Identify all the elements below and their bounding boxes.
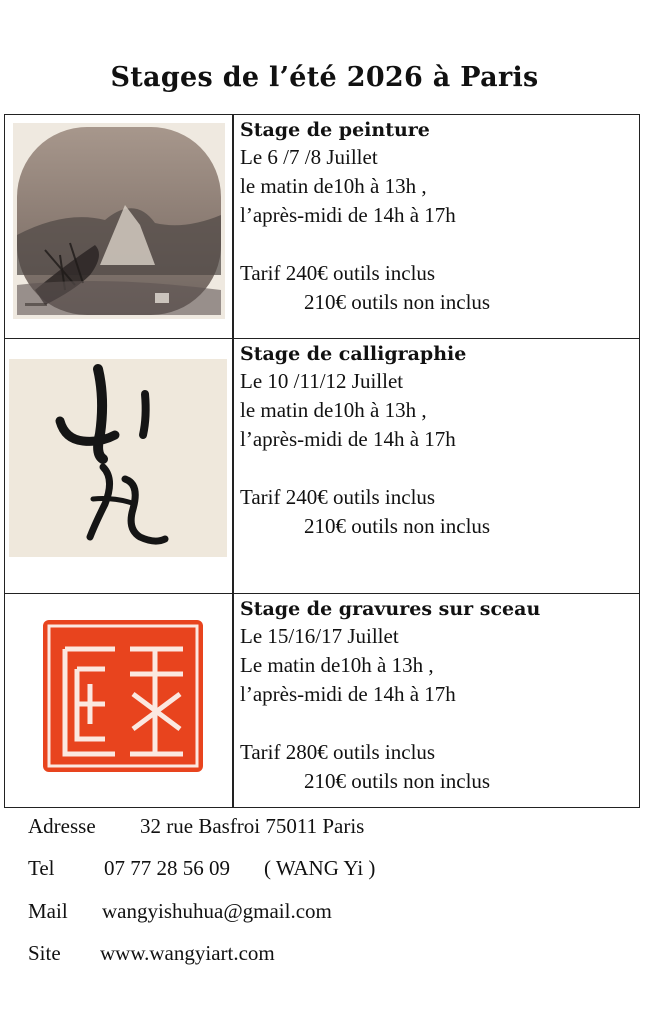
site-value[interactable]: www.wangyiart.com: [100, 941, 275, 965]
mail-label: Mail: [28, 899, 68, 923]
contact-mail: [28, 899, 332, 924]
stage-dates: Le 6 /7 /8 Juillet: [240, 145, 378, 169]
contact-site: [28, 941, 275, 966]
tarif-included: Tarif 240€ outils inclus: [240, 485, 436, 509]
stage-info-sceau: [240, 596, 635, 796]
page-title: Stages de l’été 2026 à Paris: [110, 62, 539, 93]
calligraphy-icon: [5, 339, 232, 594]
address-value: 32 rue Basfroi 75011 Paris: [140, 814, 365, 838]
stage-info-peinture: [240, 117, 635, 317]
mail-value[interactable]: wangyishuhua@gmail.com: [102, 899, 332, 923]
stage-afternoon: l’après-midi de 14h à 17h: [240, 203, 456, 227]
tarif-not-included: 210€ outils non inclus: [304, 290, 491, 314]
red-seal-icon: [5, 594, 232, 807]
stage-dates: Le 10 /11/12 Juillet: [240, 369, 404, 393]
stage-row-peinture: [5, 115, 639, 339]
calligraphy-image: [5, 339, 232, 593]
address-label: Adresse: [28, 814, 96, 838]
tel-value: 07 77 28 56 09: [104, 856, 230, 880]
tel-name: ( WANG Yi ): [264, 856, 376, 880]
stage-morning: le matin de10h à 13h ,: [240, 174, 427, 198]
stage-info-calligraphie: [240, 341, 635, 541]
seal-image: [5, 594, 232, 807]
stage-morning: Le matin de10h à 13h ,: [240, 653, 434, 677]
contact-tel: [28, 856, 375, 881]
stage-afternoon: l’après-midi de 14h à 17h: [240, 427, 456, 451]
stage-title: Stage de gravures sur sceau: [240, 598, 541, 620]
stage-title: Stage de calligraphie: [240, 343, 467, 365]
tarif-not-included: 210€ outils non inclus: [304, 514, 491, 538]
tarif-included: Tarif 280€ outils inclus: [240, 740, 436, 764]
stage-title: Stage de peinture: [240, 119, 430, 141]
tel-label: Tel: [28, 856, 55, 880]
stage-row-sceau: [5, 594, 639, 807]
stage-afternoon: l’après-midi de 14h à 17h: [240, 682, 456, 706]
site-label: Site: [28, 941, 61, 965]
painting-image: [5, 115, 232, 338]
stage-dates: Le 15/16/17 Juillet: [240, 624, 399, 648]
tarif-included: Tarif 240€ outils inclus: [240, 261, 436, 285]
tarif-not-included: 210€ outils non inclus: [304, 769, 491, 793]
stage-morning: le matin de10h à 13h ,: [240, 398, 427, 422]
landscape-painting-icon: [5, 115, 232, 339]
contact-address: [28, 814, 364, 839]
stages-table: [4, 114, 640, 808]
stage-row-calligraphie: [5, 339, 639, 594]
